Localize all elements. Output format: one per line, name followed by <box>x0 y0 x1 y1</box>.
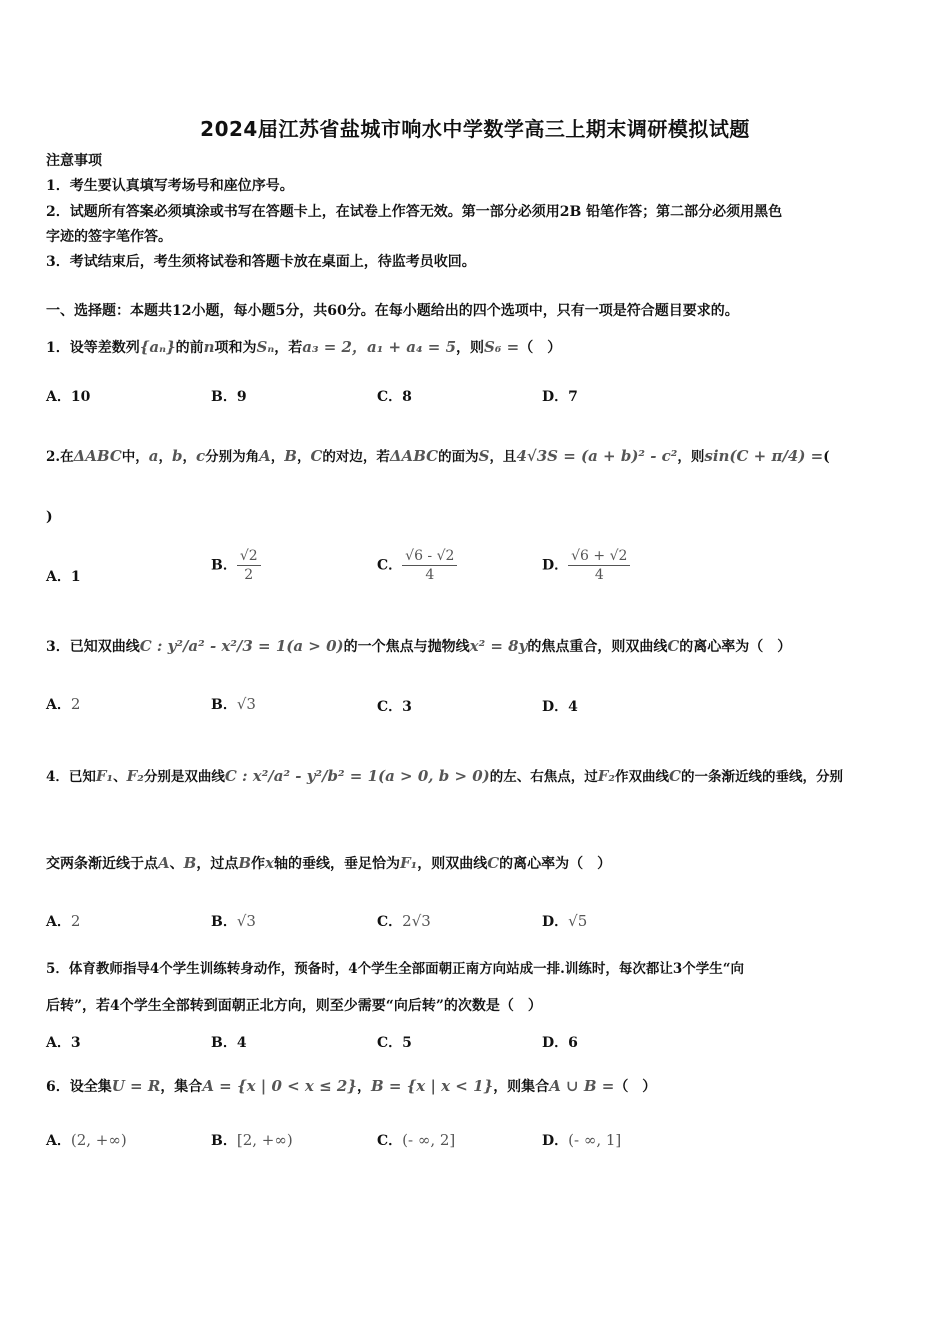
notice-item-3: 3．考试结束后，考生须将试卷和答题卡放在桌面上，待监考员收回。 <box>46 254 476 270</box>
q4-text: ，过点 <box>196 856 239 872</box>
q4-text: 的左、右焦点，过 <box>489 769 598 785</box>
page-title: 2024届江苏省盐城市响水中学数学高三上期末调研模拟试题 <box>200 117 750 141</box>
q4-math-x: x <box>265 854 274 872</box>
q6-option-a[interactable] <box>46 1130 127 1150</box>
q3-math-c: C <box>667 637 680 655</box>
q2-math-angle-b: B <box>284 447 297 465</box>
q2-option-a[interactable]: A．1 <box>46 569 81 585</box>
q4-option-d-value: √5 <box>568 912 588 930</box>
question-1 <box>46 337 561 358</box>
q6-math-universal-set: U = R <box>111 1077 161 1095</box>
q1-text: 项和为 <box>214 340 257 356</box>
q2-option-d-label: D． <box>542 557 569 574</box>
q2-option-c-fraction <box>402 547 457 584</box>
q3-math-hyperbola: C : y²/a² - x²/3 = 1(a > 0) <box>139 637 344 655</box>
q6-math-set-a: A = {x | 0 < x ≤ 2} <box>202 1077 357 1095</box>
fraction-numerator: √2 <box>237 547 261 566</box>
q6-option-c[interactable] <box>377 1130 455 1150</box>
notice-item-2-cont: 字迹的签字笔作答。 <box>46 229 172 245</box>
q4-text: 、 <box>113 769 127 785</box>
q4-text: 的离心率为（ ） <box>499 856 612 872</box>
q4-text: 4．已知 <box>46 769 96 785</box>
q3-option-b-value: √3 <box>236 695 256 713</box>
q1-option-a[interactable]: A．10 <box>46 389 91 405</box>
q4-option-b[interactable] <box>211 911 256 931</box>
fraction-numerator: √6 - √2 <box>402 547 457 566</box>
q5-option-d[interactable]: D．6 <box>542 1035 578 1051</box>
q2-math-angle-a: A <box>259 447 271 465</box>
q4-option-a[interactable] <box>46 911 80 931</box>
q6-text: ，集合 <box>160 1079 203 1095</box>
q4-option-a-label: A． <box>46 914 71 930</box>
q3-option-d[interactable]: D．4 <box>542 699 578 715</box>
section-heading: 一、选择题：本题共12小题，每小题5分，共60分。在每小题给出的四个选项中，只有一项是符合题目要求的。 <box>46 303 739 319</box>
q3-text: 的一个焦点与抛物线 <box>343 639 470 655</box>
question-2 <box>46 446 830 467</box>
q2-text: ， <box>270 449 285 465</box>
question-6 <box>46 1076 656 1097</box>
q2-option-d[interactable] <box>542 547 630 584</box>
q1-option-b[interactable]: B．9 <box>211 389 247 405</box>
fraction-denominator: 2 <box>244 567 254 583</box>
q1-text: 的前 <box>175 340 204 356</box>
q1-math-condition: a₃ = 2，a₁ + a₄ = 5 <box>302 338 457 356</box>
q4-option-d[interactable] <box>542 911 587 931</box>
q4-math-f1: F₁ <box>95 767 114 785</box>
q2-text: ， <box>296 449 311 465</box>
q2-text: 的对边，若 <box>322 449 390 465</box>
q6-option-d-label: D． <box>542 1133 569 1149</box>
q1-option-c[interactable]: C．8 <box>377 389 412 405</box>
q2-math-triangle: ΔABC <box>73 447 122 465</box>
q4-math-point-b: B <box>183 854 197 872</box>
q2-text: 2.在 <box>46 449 74 465</box>
q5-option-b[interactable]: B．4 <box>211 1035 247 1051</box>
q4-text: 轴的垂线，垂足恰为 <box>273 856 400 872</box>
q2-option-b[interactable] <box>211 547 261 584</box>
q2-math-s: S <box>478 447 490 465</box>
q1-option-d[interactable]: D．7 <box>542 389 578 405</box>
q4-text: 作双曲线 <box>615 769 669 785</box>
q4-math-hyperbola: C : x²/a² - y²/b² = 1(a > 0, b > 0) <box>224 767 490 785</box>
q6-text: ， <box>356 1079 371 1095</box>
q4-text: 的一条渐近线的垂线，分别 <box>680 769 843 785</box>
q1-math-n: n <box>203 338 215 356</box>
q2-text: ，则 <box>677 449 705 465</box>
q2-option-c[interactable] <box>377 547 457 584</box>
q2-text: ( <box>823 449 830 465</box>
q1-text: 1．设等差数列 <box>46 340 140 356</box>
question-5-line-2: 后转”，若4个学生全部转到面朝正北方向，则至少需要“向后转”的次数是（ ） <box>46 998 542 1014</box>
q4-option-b-value: √3 <box>236 912 256 930</box>
question-5: 5．体育教师指导4个学生训练转身动作，预备时，4个学生全部面朝正南方向站成一排.训练时，每次都让3个学生“向 <box>46 961 745 977</box>
q1-math-sn: Sₙ <box>256 338 275 356</box>
q4-text: 交两条渐近线于点 <box>46 856 158 872</box>
q4-option-c-label: C． <box>377 914 403 930</box>
q3-text: 的焦点重合，则双曲线 <box>527 639 668 655</box>
q4-math-f2: F₂ <box>597 767 615 785</box>
q5-option-a[interactable]: A．3 <box>46 1035 81 1051</box>
question-3 <box>46 636 791 657</box>
q2-math-angle-c: C <box>310 447 323 465</box>
q5-option-c[interactable]: C．5 <box>377 1035 412 1051</box>
q4-math-point-a: A <box>158 854 170 872</box>
q3-math-parabola: x² = 8y <box>469 637 528 655</box>
fraction-denominator: 4 <box>594 567 604 583</box>
q4-math-f2: F₂ <box>126 767 144 785</box>
q6-math-set-b: B = {x | x < 1} <box>370 1077 494 1095</box>
q4-option-a-value: 2 <box>70 912 81 930</box>
q3-option-b[interactable] <box>211 694 256 714</box>
q2-option-b-fraction <box>237 547 261 584</box>
q4-option-c-value: 2√3 <box>402 912 431 930</box>
q4-math-c: C <box>669 767 681 785</box>
q6-math-union: A ∪ B = <box>549 1077 615 1095</box>
q6-option-d-value: (- ∞, 1] <box>568 1131 622 1149</box>
notice-item-1: 1．考生要认真填写考场号和座位序号。 <box>46 178 294 194</box>
notice-heading: 注意事项 <box>46 153 102 169</box>
q2-math-sin: sin(C + π/4) = <box>704 447 824 465</box>
q2-math-b: b <box>172 447 183 465</box>
q4-option-c[interactable] <box>377 911 431 931</box>
q4-option-d-label: D． <box>542 914 569 930</box>
q2-text: ，且 <box>489 449 517 465</box>
q3-option-a[interactable] <box>46 694 80 714</box>
q1-math-sequence: {aₙ} <box>139 338 176 356</box>
q4-math-c: C <box>487 854 500 872</box>
q6-option-b[interactable] <box>211 1130 293 1150</box>
q6-text: （ ） <box>614 1079 657 1095</box>
q3-text: 的离心率为（ ） <box>679 639 792 655</box>
q2-math-triangle: ΔABC <box>389 447 439 465</box>
notice-item-2: 2．试题所有答案必须填涂或书写在答题卡上，在试卷上作答无效。第一部分必须用2B 铅笔作答；第二部分必须用黑色 <box>46 204 783 220</box>
q2-math-a: a <box>148 447 159 465</box>
q2-option-b-label: B． <box>211 557 237 574</box>
q6-option-a-value: (2, +∞) <box>70 1131 127 1149</box>
q3-option-b-label: B． <box>211 697 237 713</box>
q2-math-c: c <box>196 447 206 465</box>
q1-text: ，则 <box>456 340 485 356</box>
fraction-numerator: √6 + √2 <box>568 547 630 566</box>
q2-text: 中， <box>121 449 149 465</box>
q2-tail: ) <box>46 509 53 525</box>
question-4-line-2 <box>46 853 611 874</box>
q6-option-c-label: C． <box>377 1133 403 1149</box>
q4-math-f1: F₁ <box>399 854 418 872</box>
q3-text: 3．已知双曲线 <box>46 639 140 655</box>
q4-option-b-label: B． <box>211 914 237 930</box>
question-4 <box>46 766 843 787</box>
q1-math-s6: S₆ = <box>484 338 520 356</box>
q3-option-c[interactable]: C．3 <box>377 699 412 715</box>
q2-text: 的面为 <box>438 449 479 465</box>
q3-option-a-value: 2 <box>70 695 81 713</box>
q6-text: ，则集合 <box>493 1079 550 1095</box>
q1-text: ，若 <box>274 340 303 356</box>
q2-option-d-fraction <box>568 547 630 584</box>
q2-option-c-label: C． <box>377 557 403 574</box>
q4-text: 分别是双曲线 <box>143 769 225 785</box>
q6-option-c-value: (- ∞, 2] <box>402 1131 456 1149</box>
q1-text: （ ） <box>519 340 562 356</box>
q4-text: 、 <box>169 856 184 872</box>
q4-text: 作 <box>251 856 266 872</box>
q2-text: 分别为角 <box>205 449 260 465</box>
q6-option-a-label: A． <box>46 1133 71 1149</box>
q6-option-b-label: B． <box>211 1133 237 1149</box>
q6-option-d[interactable] <box>542 1130 621 1150</box>
fraction-denominator: 4 <box>425 567 435 583</box>
q4-text: ，则双曲线 <box>417 856 488 872</box>
q2-text: ， <box>158 449 172 465</box>
q2-math-equation: 4√3S = (a + b)² - c² <box>516 447 678 465</box>
q6-text: 6．设全集 <box>46 1079 112 1095</box>
q6-option-b-value: [2, +∞) <box>236 1131 293 1149</box>
q3-option-a-label: A． <box>46 697 71 713</box>
q4-math-point-b: B <box>238 854 252 872</box>
q2-text: ， <box>182 449 196 465</box>
